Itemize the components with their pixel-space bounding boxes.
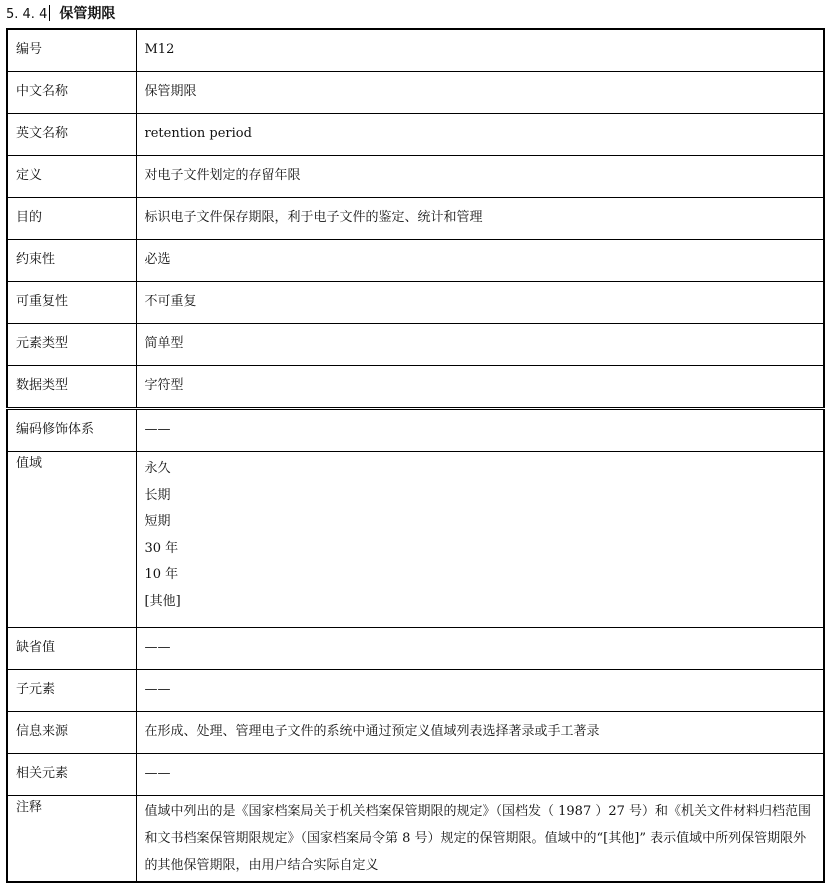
- row-label: 缺省值: [7, 628, 136, 670]
- table-row: [7, 156, 824, 198]
- table-row: [7, 72, 824, 114]
- row-label: 元素类型: [7, 324, 136, 366]
- table-row: [7, 409, 824, 452]
- section-number: 5. 4. 4: [6, 7, 48, 22]
- row-value: ——: [136, 409, 824, 452]
- row-value: ——: [136, 670, 824, 712]
- row-value: 值域中列出的是《国家档案局关于机关档案保管期限的规定》（国档发（ 1987 ）27 号）和《机关文件材料归档范围和文书档案保管期限规定》（国家档案局令第 8 号）规定的保管期限。值域中的“[其他]” 表示值域中所列保管期限外的其他保管期限，由用户结合实际自定义: [136, 796, 824, 883]
- row-label: 目的: [7, 198, 136, 240]
- table-row: [7, 628, 824, 670]
- value-list-item: 短期: [144, 514, 171, 529]
- value-list-item: 10 年: [144, 567, 179, 582]
- row-value: 标识电子文件保存期限，利于电子文件的鉴定、统计和管理: [136, 198, 824, 240]
- table-row: [7, 282, 824, 324]
- row-label: 定义: [7, 156, 136, 198]
- table-row: [7, 712, 824, 754]
- table-row: [7, 754, 824, 796]
- value-list-item: 永久: [144, 461, 171, 476]
- value-list-item: [其他]: [144, 593, 181, 609]
- row-label: 英文名称: [7, 114, 136, 156]
- metadata-table: [6, 28, 825, 883]
- value-list: [136, 452, 824, 628]
- row-value: 简单型: [136, 324, 824, 366]
- row-label: 约束性: [7, 240, 136, 282]
- row-label: 中文名称: [7, 72, 136, 114]
- value-list-item: 30 年: [144, 540, 179, 556]
- table-row: [7, 114, 824, 156]
- table-row-value-domain: [7, 452, 824, 628]
- table-row: [7, 670, 824, 712]
- row-value: 必选: [136, 240, 824, 282]
- row-label: 值域: [7, 452, 136, 628]
- section-heading: [6, 2, 115, 28]
- text-cursor: [49, 5, 50, 21]
- row-value: 字符型: [136, 366, 824, 409]
- row-value: 不可重复: [136, 282, 824, 324]
- row-label: 信息来源: [7, 712, 136, 754]
- row-value: ——: [136, 754, 824, 796]
- table-row-note: [7, 796, 824, 883]
- row-value: 在形成、处理、管理电子文件的系统中通过预定义值域列表选择著录或手工著录: [136, 712, 824, 754]
- table-row: [7, 240, 824, 282]
- row-label: 相关元素: [7, 754, 136, 796]
- row-label: 数据类型: [7, 366, 136, 409]
- table-row: [7, 324, 824, 366]
- section-title: 保管期限: [59, 6, 116, 22]
- row-label: 注释: [7, 796, 136, 883]
- row-value: retention period: [136, 114, 824, 156]
- row-value: ——: [136, 628, 824, 670]
- row-label: 可重复性: [7, 282, 136, 324]
- table-row: [7, 29, 824, 72]
- table-row: [7, 366, 824, 409]
- value-list-item: 长期: [144, 487, 171, 503]
- row-label: 编号: [7, 29, 136, 72]
- row-value: 对电子文件划定的存留年限: [136, 156, 824, 198]
- row-label: 编码修饰体系: [7, 409, 136, 452]
- row-value: M12: [136, 29, 824, 72]
- row-value: 保管期限: [136, 72, 824, 114]
- table-row: [7, 198, 824, 240]
- row-label: 子元素: [7, 670, 136, 712]
